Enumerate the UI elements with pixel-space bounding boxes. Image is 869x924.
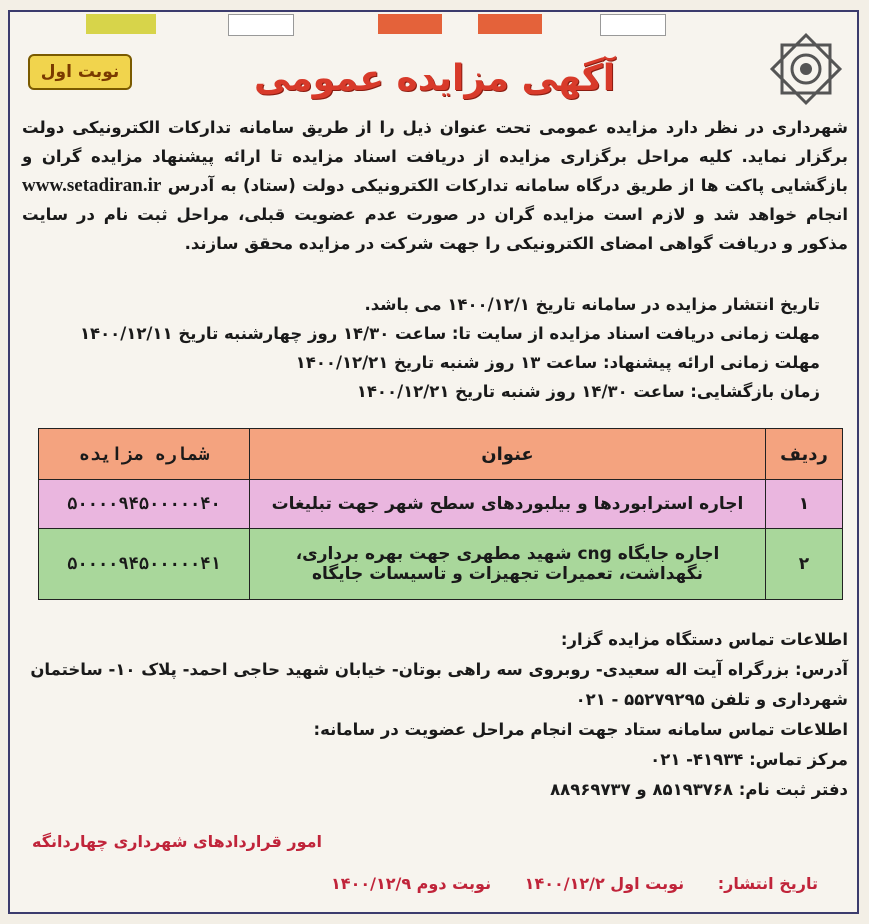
- schedule-item: مهلت زمانی دریافت اسناد مزایده از سایت تا: ساعت ۱۴/۳۰ روز چهارشنبه تاریخ ۱۴۰۰/۱۲/۱۱: [79, 324, 820, 343]
- contact-line: شهرداری و تلفن ۵۵۲۷۹۲۹۵ - ۰۲۱: [575, 690, 848, 709]
- contact-line: اطلاعات تماس سامانه ستاد جهت انجام مراحل عضویت در سامانه:: [313, 720, 848, 739]
- round-badge: نوبت اول: [28, 54, 132, 90]
- header-subject: عنوان: [250, 429, 766, 480]
- color-strip: [378, 14, 442, 34]
- row-number: ۱: [766, 480, 843, 529]
- schedule-item: مهلت زمانی ارائه پیشنهاد: ساعت ۱۳ روز شنبه تاریخ ۱۴۰۰/۱۲/۲۱: [295, 353, 820, 372]
- intro-text-2: انجام خواهد شد و لازم است مزایده گران در صورت عدم عضویت قبلی، مراحل ثبت نام در سایت مذکور و دریافت گواهی امضای الکترونیکی را جهت شرکت در مزایده محقق سازند.: [22, 205, 848, 253]
- intro-paragraph: [22, 113, 848, 258]
- contact-line: اطلاعات تماس دستگاه مزایده گزار:: [560, 630, 848, 649]
- website-link[interactable]: www.setadiran.ir: [22, 175, 162, 196]
- schedule-list: [79, 290, 820, 406]
- row-number: ۲: [766, 529, 843, 600]
- row-auction-number: ۵۰۰۰۰۹۴۵۰۰۰۰۰۴۱: [39, 529, 250, 600]
- table-row: [39, 480, 843, 529]
- header-row-number: ردیف: [766, 429, 843, 480]
- row-auction-number: ۵۰۰۰۰۹۴۵۰۰۰۰۰۴۰: [39, 480, 250, 529]
- publication-dates: [40, 874, 818, 893]
- color-strip: [228, 14, 294, 36]
- schedule-item: تاریخ انتشار مزایده در سامانه تاریخ ۱۴۰۰/۱۲/۱ می باشد.: [364, 295, 820, 314]
- auction-table: [38, 428, 843, 600]
- signature: امور قراردادهای شهرداری چهاردانگه: [32, 832, 322, 851]
- contact-line: مرکز تماس: ۴۱۹۳۴- ۰۲۱: [650, 750, 848, 769]
- contact-section: [22, 625, 848, 805]
- contact-line: دفتر ثبت نام: ۸۵۱۹۳۷۶۸ و ۸۸۹۶۹۷۳۷: [550, 780, 848, 799]
- color-strip: [600, 14, 666, 36]
- schedule-item: زمان بازگشایی: ساعت ۱۴/۳۰ روز شنبه تاریخ ۱۴۰۰/۱۲/۲۱: [356, 382, 820, 401]
- table-row: [39, 529, 843, 600]
- header-auction-number: شماره مزایده: [39, 429, 250, 480]
- publication-first: نوبت اول ۱۴۰۰/۱۲/۲: [524, 874, 685, 893]
- table-header-row: [39, 429, 843, 480]
- row-subject: اجاره جایگاه cng شهید مطهری جهت بهره برداری، نگهداشت، تعمیرات تجهیزات و تاسیسات جایگاه: [250, 529, 766, 600]
- publication-label: تاریخ انتشار:: [717, 874, 818, 893]
- row-subject: اجاره استرابوردها و بیلبوردهای سطح شهر جهت تبلیغات: [250, 480, 766, 529]
- notice-title: آگهی مزایده عمومی: [253, 58, 616, 99]
- contact-line: آدرس: بزرگراه آیت اله سعیدی- روبروی سه راهی بوتان- خیابان شهید حاجی احمد- پلاک ۱۰- ساختمان: [30, 660, 848, 679]
- intro-text-1: شهرداری در نظر دارد مزایده عمومی تحت عنوان ذیل را از طریق سامانه تدارکات الکترونیکی دولت برگزار نماید. کلیه مراحل برگزاری مزایده از دریافت اسناد مزایده تا ارائه پیشنهاد مزایده گران و بازگشایی پاکت ها از طریق درگاه سامانه تدارکات الکترونیکی دولت (ستاد) به آدرس: [22, 118, 848, 195]
- color-strip: [478, 14, 542, 34]
- color-strip: [86, 14, 156, 34]
- publication-second: نوبت دوم ۱۴۰۰/۱۲/۹: [331, 874, 492, 893]
